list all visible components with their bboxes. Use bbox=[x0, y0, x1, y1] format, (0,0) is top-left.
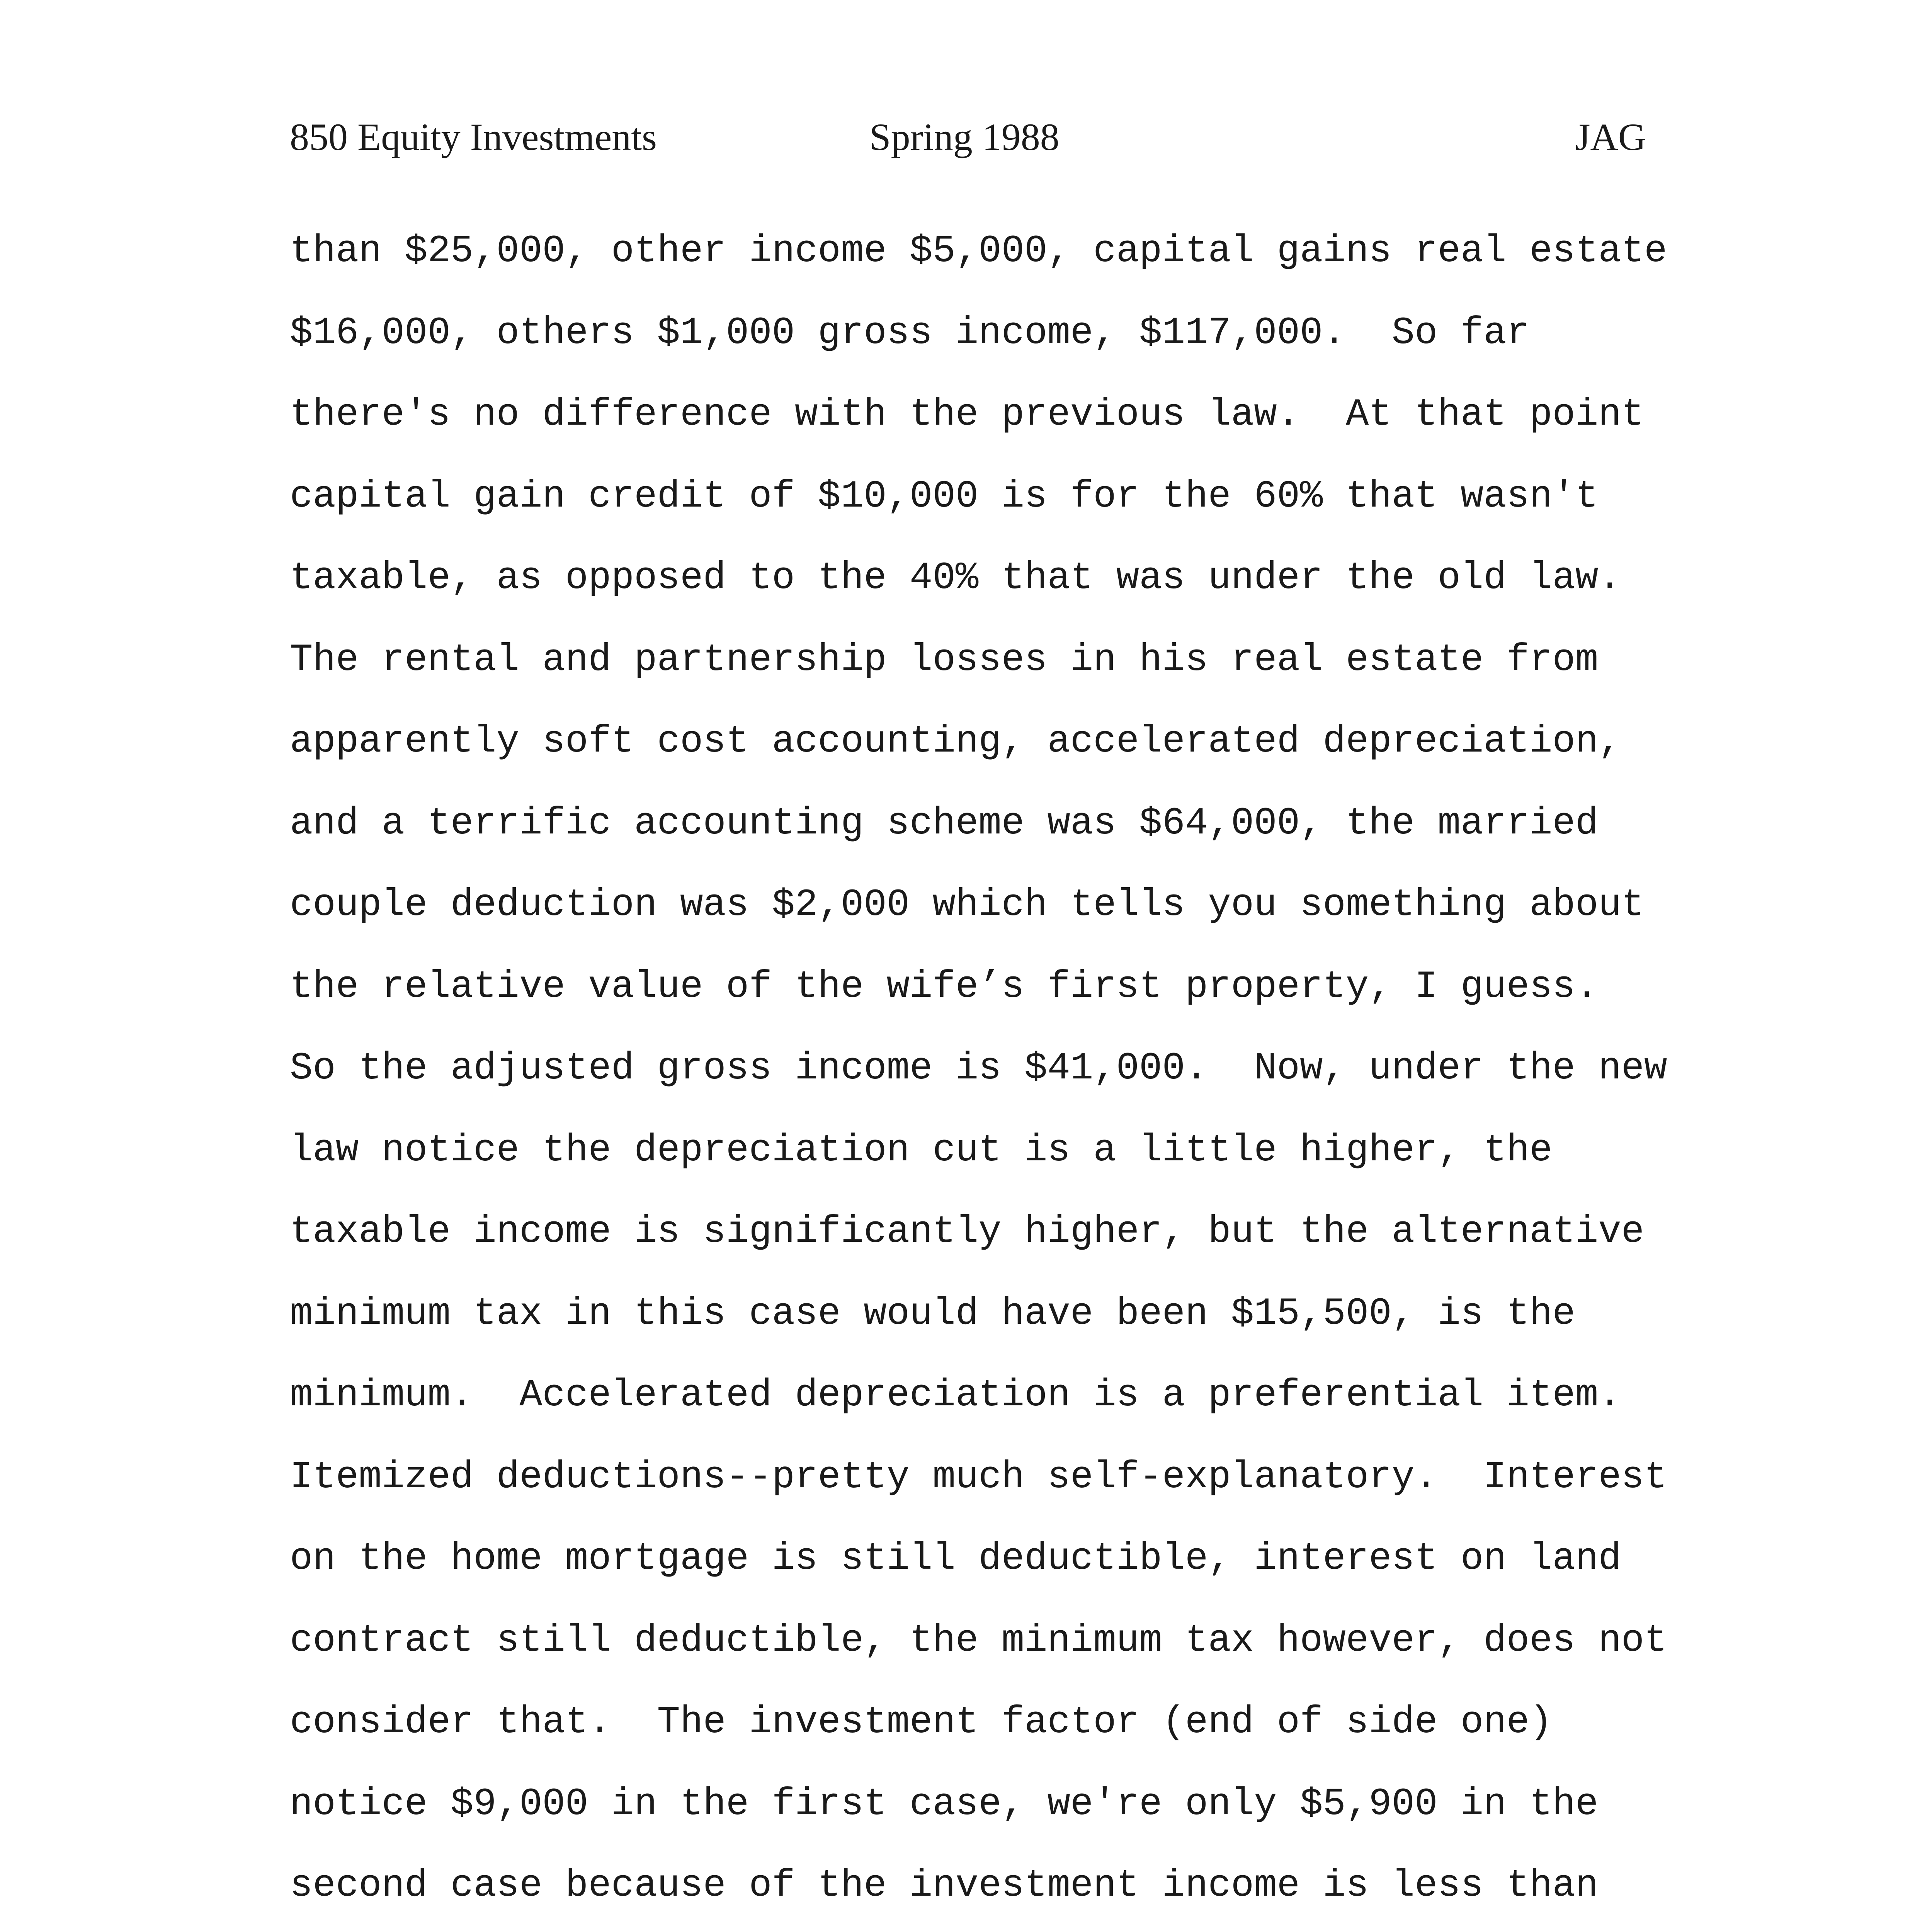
body-line: second case because of the investment income is less than bbox=[290, 1864, 1599, 1907]
body-line: minimum tax in this case would have been $15,500, is the bbox=[290, 1292, 1575, 1335]
body-line: contract still deductible, the minimum tax however, does not bbox=[290, 1619, 1667, 1662]
body-line: apparently soft cost accounting, accelerated depreciation, bbox=[290, 720, 1621, 763]
body-line: consider that. The investment factor (end of side one) bbox=[290, 1701, 1553, 1744]
body-line: law notice the depreciation cut is a little higher, the bbox=[290, 1128, 1553, 1172]
header-term: Spring 1988 bbox=[869, 116, 1060, 158]
body-line: taxable, as opposed to the 40% that was under the old law. bbox=[290, 556, 1621, 600]
body-line: minimum. Accelerated depreciation is a preferential item. bbox=[290, 1374, 1621, 1417]
body-line: and a terrific accounting scheme was $64,000, the married bbox=[290, 801, 1599, 845]
body-line: on the home mortgage is still deductible, interest on land bbox=[290, 1537, 1621, 1580]
body-line: notice $9,000 in the first case, we're only $5,900 in the bbox=[290, 1782, 1599, 1826]
body-line: Itemized deductions--pretty much self-explanatory. Interest bbox=[290, 1455, 1667, 1499]
transcript-body bbox=[290, 228, 1719, 1932]
body-line: $16,000, others $1,000 gross income, $117,000. So far bbox=[290, 311, 1530, 355]
body-line: couple deduction was $2,000 which tells you something about bbox=[290, 883, 1645, 927]
body-line: capital gain credit of $10,000 is for the 60% that wasn't bbox=[290, 474, 1599, 518]
header-course-title: 850 Equity Investments bbox=[290, 116, 657, 158]
header-initials: JAG bbox=[1575, 116, 1646, 158]
body-line: So the adjusted gross income is $41,000. Now, under the new bbox=[290, 1047, 1667, 1090]
body-line: there's no difference with the previous law. At that point bbox=[290, 393, 1645, 436]
body-line: The rental and partnership losses in his real estate from bbox=[290, 638, 1599, 682]
body-line: than $25,000, other income $5,000, capital gains real estate bbox=[290, 230, 1667, 273]
body-line: the relative value of the wife’s first property, I guess. bbox=[290, 965, 1599, 1009]
body-line: taxable income is significantly higher, but the alternative bbox=[290, 1210, 1645, 1253]
page-header bbox=[290, 112, 1646, 162]
